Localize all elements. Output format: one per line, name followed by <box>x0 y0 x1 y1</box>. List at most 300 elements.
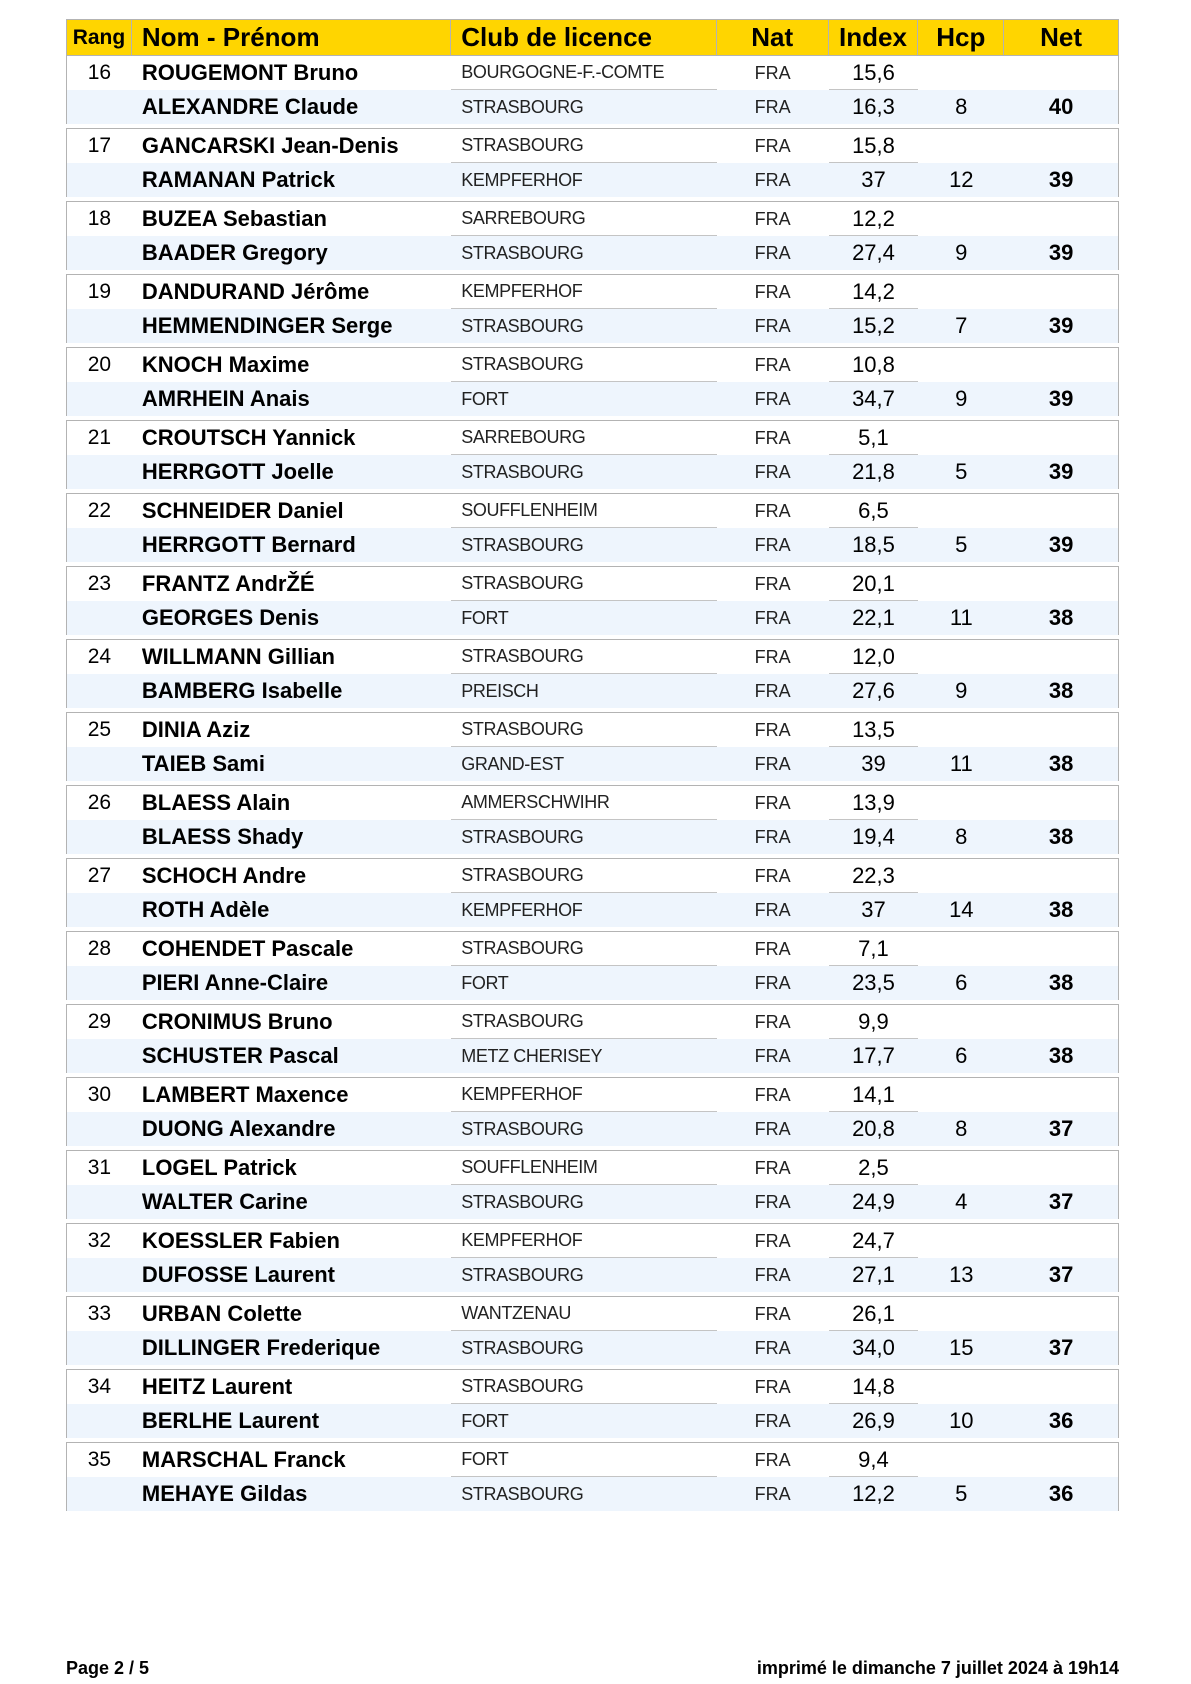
rank-cell: 33 <box>87 1302 112 1325</box>
rank-cell <box>67 601 132 635</box>
nationality: FRA <box>754 972 791 993</box>
table-row <box>67 820 1118 854</box>
player-name: ROTH Adèle <box>141 897 270 922</box>
index-value: 21,8 <box>852 459 895 484</box>
nationality: FRA <box>754 1337 791 1358</box>
club-name: STRASBOURG <box>461 1483 584 1504</box>
club-name: STRASBOURG <box>461 242 584 263</box>
club-name: KEMPFERHOF <box>461 169 583 190</box>
player-name: RAMANAN Patrick <box>141 167 336 192</box>
player-name: BUZEA Sebastian <box>141 206 327 231</box>
index-value: 18,5 <box>852 532 895 557</box>
header-net: Net <box>1040 22 1083 52</box>
nationality: FRA <box>754 1045 791 1066</box>
rank-cell <box>67 528 132 562</box>
club-name: STRASBOURG <box>461 1118 584 1139</box>
net-score: 38 <box>1048 897 1074 922</box>
nationality: FRA <box>754 899 791 920</box>
team-block <box>66 56 1119 124</box>
club-name: STRASBOURG <box>461 826 584 847</box>
club-name: STRASBOURG <box>451 1370 717 1404</box>
nationality: FRA <box>754 1483 791 1504</box>
nationality: FRA <box>754 281 791 302</box>
team-block <box>66 858 1119 927</box>
table-row <box>67 1443 1118 1477</box>
club-name: STRASBOURG <box>461 534 584 555</box>
net-score <box>1004 1443 1118 1477</box>
club-name: STRASBOURG <box>451 129 717 163</box>
nationality: FRA <box>754 62 791 83</box>
club-name: STRASBOURG <box>451 932 717 966</box>
player-name: BLAESS Shady <box>141 824 304 849</box>
club-name: KEMPFERHOF <box>461 899 583 920</box>
hcp-value: 9 <box>955 240 968 265</box>
table-row <box>67 713 1118 747</box>
rank-cell <box>67 90 132 124</box>
table-row <box>67 1370 1118 1404</box>
club-name: PREISCH <box>461 680 539 701</box>
player-name: AMRHEIN Anais <box>141 386 310 411</box>
team-block <box>66 347 1119 416</box>
hcp-value <box>918 56 1004 90</box>
club-name: SOUFFLENHEIM <box>451 1151 717 1185</box>
net-score: 38 <box>1048 970 1074 995</box>
table-row <box>67 567 1118 601</box>
table-header <box>66 19 1119 56</box>
nationality: FRA <box>754 719 791 740</box>
nationality: FRA <box>754 1230 791 1251</box>
nationality: FRA <box>754 500 791 521</box>
index-value: 20,1 <box>829 567 919 601</box>
nationality: FRA <box>754 792 791 813</box>
team-block <box>66 274 1119 343</box>
net-score: 39 <box>1048 313 1074 338</box>
rank-cell <box>67 820 132 854</box>
hcp-value: 9 <box>955 678 968 703</box>
rank-cell: 30 <box>87 1083 112 1106</box>
index-value: 13,5 <box>829 713 919 747</box>
index-value: 15,6 <box>829 56 919 90</box>
index-value: 24,9 <box>852 1189 895 1214</box>
net-score: 37 <box>1048 1189 1074 1214</box>
rank-cell <box>67 1331 132 1365</box>
hcp-value <box>918 1297 1004 1331</box>
table-row <box>67 1477 1118 1511</box>
team-block <box>66 712 1119 781</box>
player-name: CROUTSCH Yannick <box>141 425 356 450</box>
index-value: 37 <box>861 167 886 192</box>
hcp-value <box>918 567 1004 601</box>
net-score <box>1004 567 1118 601</box>
nationality: FRA <box>754 1084 791 1105</box>
table-row <box>67 528 1118 562</box>
index-value: 22,1 <box>852 605 895 630</box>
club-name: STRASBOURG <box>451 1005 717 1039</box>
net-score: 37 <box>1048 1262 1074 1287</box>
player-name: DANDURAND Jérôme <box>141 279 370 304</box>
player-name: HEMMENDINGER Serge <box>141 313 393 338</box>
club-name: AMMERSCHWIHR <box>451 786 717 820</box>
table-row <box>67 966 1118 1000</box>
rank-cell <box>67 455 132 489</box>
nationality: FRA <box>754 427 791 448</box>
index-value: 22,3 <box>829 859 919 893</box>
index-value: 24,7 <box>829 1224 919 1258</box>
net-score <box>1004 1078 1118 1112</box>
rank-cell <box>67 1112 132 1146</box>
table-row <box>67 455 1118 489</box>
index-value: 27,4 <box>852 240 895 265</box>
table-row <box>67 1224 1118 1258</box>
index-value: 14,2 <box>829 275 919 309</box>
hcp-value <box>918 1005 1004 1039</box>
index-value: 37 <box>861 897 886 922</box>
rank-cell <box>67 747 132 781</box>
hcp-value: 8 <box>955 94 968 119</box>
index-value: 26,1 <box>829 1297 919 1331</box>
nationality: FRA <box>754 753 791 774</box>
player-name: COHENDET Pascale <box>141 936 354 961</box>
table-row <box>67 1005 1118 1039</box>
table-row <box>67 163 1118 197</box>
net-score: 36 <box>1048 1481 1074 1506</box>
hcp-value: 6 <box>955 970 968 995</box>
club-name: FORT <box>461 388 509 409</box>
index-value: 39 <box>861 751 886 776</box>
table-row <box>67 348 1118 382</box>
nationality: FRA <box>754 169 791 190</box>
table-row <box>67 236 1118 270</box>
rank-cell: 23 <box>87 572 112 595</box>
index-value: 27,6 <box>852 678 895 703</box>
header-index: Index <box>829 20 919 55</box>
player-name: SCHOCH Andre <box>141 863 307 888</box>
hcp-value <box>918 421 1004 455</box>
page-number: Page 2 / 5 <box>66 1658 150 1678</box>
rank-cell: 22 <box>87 499 112 522</box>
nationality: FRA <box>754 826 791 847</box>
net-score <box>1004 56 1118 90</box>
hcp-value <box>918 713 1004 747</box>
table-row <box>67 129 1118 163</box>
player-name: BLAESS Alain <box>141 790 291 815</box>
index-value: 7,1 <box>829 932 919 966</box>
hcp-value: 14 <box>949 897 974 922</box>
hcp-value <box>918 640 1004 674</box>
rank-cell <box>67 1258 132 1292</box>
team-block <box>66 1077 1119 1146</box>
rank-cell: 16 <box>87 61 112 84</box>
index-value: 13,9 <box>829 786 919 820</box>
rank-cell: 27 <box>87 864 112 887</box>
rank-cell <box>67 309 132 343</box>
hcp-value <box>918 348 1004 382</box>
index-value: 15,8 <box>829 129 919 163</box>
hcp-value: 11 <box>949 605 973 630</box>
hcp-value: 8 <box>955 1116 968 1141</box>
index-value: 26,9 <box>852 1408 895 1433</box>
nationality: FRA <box>754 865 791 886</box>
index-value: 17,7 <box>852 1043 895 1068</box>
rank-cell: 29 <box>87 1010 112 1033</box>
index-value: 16,3 <box>852 94 895 119</box>
net-score <box>1004 494 1118 528</box>
net-score <box>1004 275 1118 309</box>
rank-cell: 34 <box>87 1375 112 1398</box>
table-row <box>67 601 1118 635</box>
net-score <box>1004 1151 1118 1185</box>
club-name: KEMPFERHOF <box>451 1224 717 1258</box>
rank-cell: 18 <box>87 207 112 230</box>
nationality: FRA <box>754 388 791 409</box>
team-block <box>66 493 1119 562</box>
net-score <box>1004 786 1118 820</box>
net-score: 38 <box>1048 605 1074 630</box>
nationality: FRA <box>754 96 791 117</box>
hcp-value <box>918 1078 1004 1112</box>
table-row <box>67 421 1118 455</box>
nationality: FRA <box>754 646 791 667</box>
index-value: 9,4 <box>829 1443 919 1477</box>
net-score: 37 <box>1048 1116 1074 1141</box>
net-score <box>1004 1224 1118 1258</box>
index-value: 34,7 <box>852 386 895 411</box>
index-value: 14,1 <box>829 1078 919 1112</box>
team-block <box>66 1442 1119 1511</box>
index-value: 9,9 <box>829 1005 919 1039</box>
player-name: MARSCHAL Franck <box>141 1447 346 1472</box>
table-row <box>67 1404 1118 1438</box>
player-name: DUONG Alexandre <box>141 1116 336 1141</box>
player-name: KOESSLER Fabien <box>141 1228 340 1253</box>
club-name: STRASBOURG <box>461 96 584 117</box>
net-score <box>1004 129 1118 163</box>
player-name: BERLHE Laurent <box>141 1408 320 1433</box>
club-name: KEMPFERHOF <box>451 275 717 309</box>
hcp-value: 9 <box>955 386 968 411</box>
team-block <box>66 1369 1119 1438</box>
club-name: STRASBOURG <box>461 1337 584 1358</box>
rank-cell: 20 <box>87 353 112 376</box>
rank-cell <box>67 1477 132 1511</box>
table-row <box>67 1331 1118 1365</box>
team-block <box>66 1296 1119 1365</box>
club-name: SARREBOURG <box>451 421 717 455</box>
nationality: FRA <box>754 607 791 628</box>
table-row <box>67 202 1118 236</box>
club-name: BOURGOGNE-F.-COMTE <box>451 56 717 90</box>
hcp-value: 4 <box>955 1189 968 1214</box>
player-name: MEHAYE Gildas <box>141 1481 308 1506</box>
index-value: 19,4 <box>852 824 895 849</box>
net-score: 38 <box>1048 751 1074 776</box>
nationality: FRA <box>754 208 791 229</box>
table-row <box>67 275 1118 309</box>
nationality: FRA <box>754 1303 791 1324</box>
hcp-value <box>918 494 1004 528</box>
index-value: 5,1 <box>829 421 919 455</box>
net-score: 36 <box>1048 1408 1074 1433</box>
nationality: FRA <box>754 534 791 555</box>
table-row <box>67 1297 1118 1331</box>
hcp-value <box>918 1151 1004 1185</box>
hcp-value: 15 <box>949 1335 974 1360</box>
nationality: FRA <box>754 938 791 959</box>
club-name: FORT <box>451 1443 717 1477</box>
team-block <box>66 201 1119 270</box>
table-row <box>67 674 1118 708</box>
hcp-value <box>918 1443 1004 1477</box>
rank-cell <box>67 1039 132 1073</box>
nationality: FRA <box>754 1410 791 1431</box>
player-name: LOGEL Patrick <box>141 1155 297 1180</box>
club-name: STRASBOURG <box>461 315 584 336</box>
print-date: imprimé le dimanche 7 juillet 2024 à 19h14 <box>756 1658 1119 1678</box>
net-score: 39 <box>1048 240 1074 265</box>
net-score <box>1004 202 1118 236</box>
nationality: FRA <box>754 315 791 336</box>
club-name: STRASBOURG <box>451 567 717 601</box>
club-name: STRASBOURG <box>461 461 584 482</box>
net-score <box>1004 932 1118 966</box>
player-name: BAMBERG Isabelle <box>141 678 343 703</box>
table-row <box>67 786 1118 820</box>
hcp-value <box>918 202 1004 236</box>
player-name: LAMBERT Maxence <box>141 1082 349 1107</box>
net-score <box>1004 1297 1118 1331</box>
table-row <box>67 1078 1118 1112</box>
player-name: HERRGOTT Bernard <box>141 532 356 557</box>
net-score: 39 <box>1048 386 1074 411</box>
team-block <box>66 931 1119 1000</box>
rank-cell <box>67 966 132 1000</box>
club-name: METZ CHERISEY <box>461 1045 603 1066</box>
table-row <box>67 1112 1118 1146</box>
player-name: TAIEB Sami <box>141 751 265 776</box>
club-name: STRASBOURG <box>451 640 717 674</box>
rank-cell <box>67 893 132 927</box>
table-row <box>67 640 1118 674</box>
net-score: 39 <box>1048 167 1074 192</box>
table-row <box>67 1258 1118 1292</box>
nationality: FRA <box>754 1376 791 1397</box>
club-name: FORT <box>461 1410 509 1431</box>
nationality: FRA <box>754 135 791 156</box>
rank-cell: 19 <box>87 280 112 303</box>
table-row <box>67 1185 1118 1219</box>
nationality: FRA <box>754 1191 791 1212</box>
hcp-value: 10 <box>949 1408 974 1433</box>
club-name: SOUFFLENHEIM <box>451 494 717 528</box>
player-name: ROUGEMONT Bruno <box>141 60 359 85</box>
team-block <box>66 128 1119 197</box>
net-score <box>1004 859 1118 893</box>
player-name: ALEXANDRE Claude <box>141 94 359 119</box>
net-score: 38 <box>1048 678 1074 703</box>
player-name: HERRGOTT Joelle <box>141 459 334 484</box>
net-score <box>1004 348 1118 382</box>
rank-cell <box>67 674 132 708</box>
player-name: SCHNEIDER Daniel <box>141 498 344 523</box>
nationality: FRA <box>754 461 791 482</box>
rank-cell: 24 <box>87 645 112 668</box>
table-row <box>67 382 1118 416</box>
rank-cell: 25 <box>87 718 112 741</box>
table-row <box>67 56 1118 90</box>
player-name: BAADER Gregory <box>141 240 328 265</box>
player-name: CRONIMUS Bruno <box>141 1009 333 1034</box>
hcp-value: 7 <box>955 313 968 338</box>
rank-cell <box>67 163 132 197</box>
rank-cell: 17 <box>87 134 112 157</box>
player-name: URBAN Colette <box>141 1301 302 1326</box>
club-name: STRASBOURG <box>451 859 717 893</box>
hcp-value: 12 <box>949 167 974 192</box>
team-block <box>66 1150 1119 1219</box>
net-score <box>1004 1370 1118 1404</box>
nationality: FRA <box>754 1011 791 1032</box>
hcp-value: 11 <box>949 751 973 776</box>
player-name: DUFOSSE Laurent <box>141 1262 336 1287</box>
club-name: STRASBOURG <box>461 1264 584 1285</box>
index-value: 12,0 <box>829 640 919 674</box>
rank-cell: 28 <box>87 937 112 960</box>
hcp-value <box>918 1224 1004 1258</box>
net-score: 40 <box>1048 94 1074 119</box>
index-value: 34,0 <box>852 1335 895 1360</box>
hcp-value <box>918 1370 1004 1404</box>
rank-cell: 32 <box>87 1229 112 1252</box>
player-name: WALTER Carine <box>141 1189 308 1214</box>
rank-cell: 21 <box>87 426 112 449</box>
nationality: FRA <box>754 573 791 594</box>
header-name: Nom - Prénom <box>132 20 451 55</box>
index-value: 15,2 <box>852 313 895 338</box>
index-value: 12,2 <box>852 1481 895 1506</box>
table-row <box>67 309 1118 343</box>
club-name: SARREBOURG <box>451 202 717 236</box>
index-value: 20,8 <box>852 1116 895 1141</box>
rank-cell: 31 <box>87 1156 112 1179</box>
hcp-value: 5 <box>955 1481 968 1506</box>
index-value: 27,1 <box>852 1262 895 1287</box>
player-name: SCHUSTER Pascal <box>141 1043 339 1068</box>
club-name: KEMPFERHOF <box>451 1078 717 1112</box>
nationality: FRA <box>754 242 791 263</box>
net-score <box>1004 1005 1118 1039</box>
net-score: 39 <box>1048 532 1074 557</box>
results-table <box>66 19 1119 1511</box>
rank-cell <box>67 1185 132 1219</box>
club-name: STRASBOURG <box>451 713 717 747</box>
net-score <box>1004 713 1118 747</box>
team-block <box>66 1223 1119 1292</box>
table-row <box>67 747 1118 781</box>
header-rang: Rang <box>67 20 132 55</box>
player-name: PIERI Anne-Claire <box>141 970 329 995</box>
nationality: FRA <box>754 1264 791 1285</box>
nationality: FRA <box>754 354 791 375</box>
net-score <box>1004 421 1118 455</box>
player-name: FRANTZ AndrŽÉ <box>141 571 315 596</box>
table-row <box>67 494 1118 528</box>
nationality: FRA <box>754 1449 791 1470</box>
club-name: FORT <box>461 607 509 628</box>
hcp-value <box>918 932 1004 966</box>
index-value: 2,5 <box>829 1151 919 1185</box>
player-name: DILLINGER Frederique <box>141 1335 381 1360</box>
table-row <box>67 859 1118 893</box>
